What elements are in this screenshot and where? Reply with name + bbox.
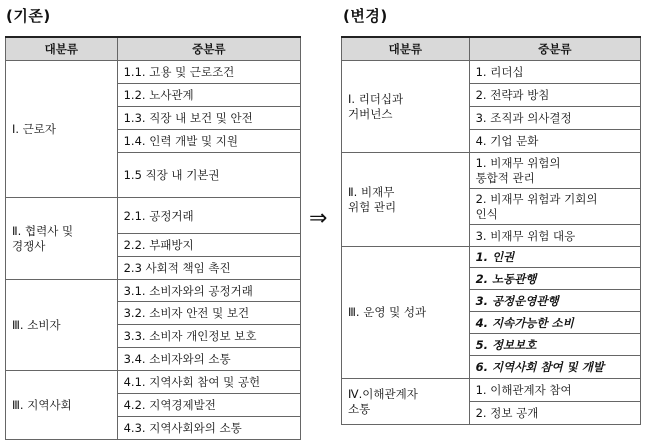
left-col-major-header: 대분류 — [6, 37, 118, 61]
right-table — [341, 36, 641, 425]
right-minor-cell: 2. 정보 공개 — [469, 402, 640, 425]
right-major-cell: Ⅲ. 운영 및 성과 — [342, 247, 470, 379]
right-minor-cell: 1. 비재무 위험의 통합적 관리 — [469, 153, 640, 189]
right-minor-cell: 5. 정보보호 — [469, 334, 640, 356]
left-minor-cell: 1.2. 노사관계 — [117, 84, 300, 107]
right-minor-cell: 4. 기업 문화 — [469, 130, 640, 153]
right-minor-cell: 4. 지속가능한 소비 — [469, 312, 640, 334]
right-minor-cell: 1. 리더십 — [469, 61, 640, 84]
right-minor-cell: 6. 지역사회 참여 및 개발 — [469, 356, 640, 379]
left-col-minor-header: 중분류 — [117, 37, 300, 61]
left-minor-cell: 4.3. 지역사회와의 소통 — [117, 417, 300, 440]
left-major-cell: Ⅱ. 협력사 및 경쟁사 — [6, 198, 118, 280]
left-minor-cell: 1.3. 직장 내 보건 및 안전 — [117, 107, 300, 130]
left-minor-cell: 4.1. 지역사회 참여 및 공헌 — [117, 371, 300, 394]
left-minor-cell: 3.3. 소비자 개인정보 보호 — [117, 325, 300, 348]
right-major-cell: Ⅱ. 비재무 위험 관리 — [342, 153, 470, 247]
right-minor-cell: 1. 이해관계자 참여 — [469, 379, 640, 402]
change-arrow-icon: ⇒ — [309, 206, 328, 231]
right-heading: (변경) — [343, 7, 388, 25]
left-minor-cell: 1.4. 인력 개발 및 지원 — [117, 130, 300, 153]
left-minor-cell: 3.2. 소비자 안전 및 보건 — [117, 302, 300, 325]
left-minor-cell: 3.1. 소비자와의 공정거래 — [117, 280, 300, 302]
left-table — [5, 36, 301, 440]
left-major-cell: Ⅲ. 소비자 — [6, 280, 118, 371]
left-major-cell: Ⅰ. 근로자 — [6, 61, 118, 198]
right-minor-cell: 2. 비재무 위험과 기회의 인식 — [469, 189, 640, 225]
right-col-minor-header: 중분류 — [469, 37, 640, 61]
left-heading: (기존) — [6, 7, 51, 25]
left-minor-cell: 2.1. 공정거래 — [117, 198, 300, 234]
left-minor-cell: 1.1. 고용 및 근로조건 — [117, 61, 300, 84]
left-minor-cell: 1.5 직장 내 기본권 — [117, 153, 300, 198]
right-major-cell: Ⅳ.이해관계자 소통 — [342, 379, 470, 425]
left-minor-cell: 2.2. 부패방지 — [117, 234, 300, 257]
right-minor-cell: 2. 전략과 방침 — [469, 84, 640, 107]
right-minor-cell: 2. 노동관행 — [469, 268, 640, 290]
right-major-cell: Ⅰ. 리더십과 거버넌스 — [342, 61, 470, 153]
right-minor-cell: 3. 비재무 위험 대응 — [469, 225, 640, 247]
left-minor-cell: 2.3 사회적 책임 촉진 — [117, 257, 300, 280]
left-minor-cell: 3.4. 소비자와의 소통 — [117, 348, 300, 371]
right-minor-cell: 3. 조직과 의사결정 — [469, 107, 640, 130]
right-minor-cell: 3. 공정운영관행 — [469, 290, 640, 312]
right-col-major-header: 대분류 — [342, 37, 470, 61]
right-minor-cell: 1. 인권 — [469, 247, 640, 268]
left-major-cell: Ⅲ. 지역사회 — [6, 371, 118, 440]
left-minor-cell: 4.2. 지역경제발전 — [117, 394, 300, 417]
